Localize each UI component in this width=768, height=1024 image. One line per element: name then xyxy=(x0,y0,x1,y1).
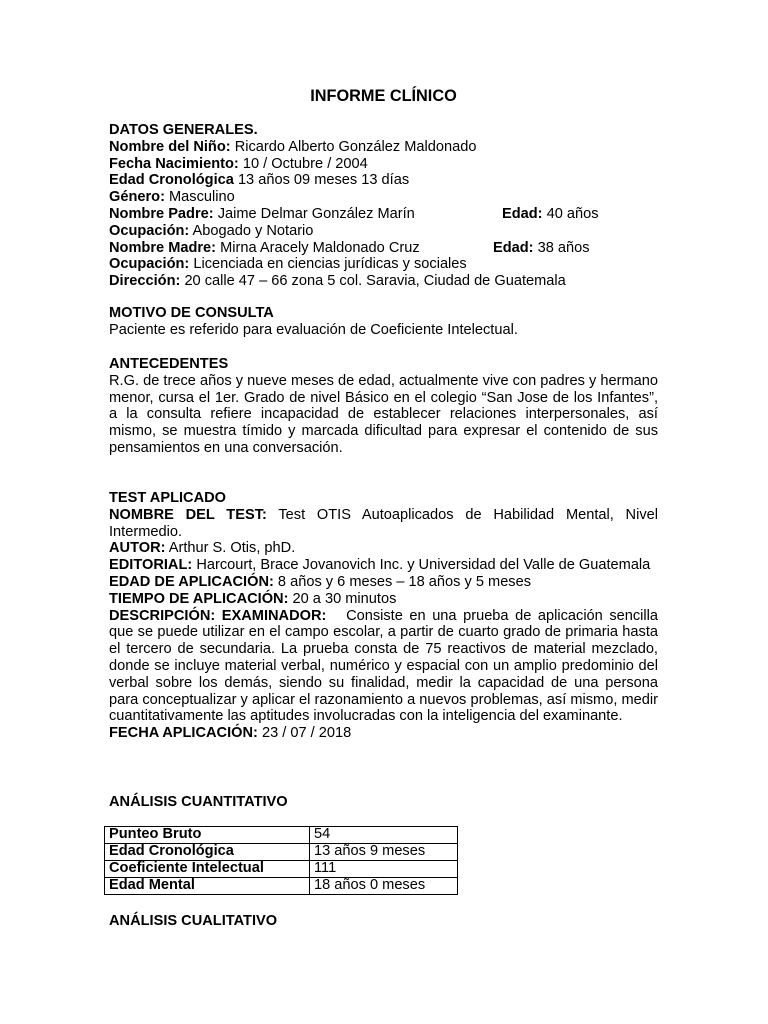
label: NOMBRE DEL TEST: xyxy=(109,506,267,523)
cualitativo-heading: ANÁLISIS CUALITATIVO xyxy=(109,913,278,929)
antecedentes-section xyxy=(109,356,658,457)
document-title: INFORME CLÍNICO xyxy=(310,87,457,105)
value: Masculino xyxy=(169,189,235,206)
nombre-nino-line xyxy=(109,139,658,156)
value: 8 años y 6 meses – 18 años y 5 meses xyxy=(277,573,532,590)
table-value: 13 años 9 meses xyxy=(310,844,458,861)
value: Test OTIS Autoaplicados de Habilidad Mental, Nivel Intermedio. xyxy=(109,506,658,540)
test-nombre xyxy=(109,507,658,541)
label: Nombre Padre: xyxy=(109,205,214,222)
value: 38 años xyxy=(537,239,590,256)
test-autor xyxy=(109,540,658,557)
table-value: 54 xyxy=(310,827,458,844)
fecha-nacimiento-line xyxy=(109,156,658,173)
nombre-madre-line xyxy=(109,240,658,257)
value: Ricardo Alberto González Maldonado xyxy=(234,138,477,155)
label: AUTOR: xyxy=(109,540,166,557)
value: Jaime Delmar González Marín xyxy=(217,205,415,222)
test-heading: TEST APLICADO xyxy=(109,490,227,506)
value: 13 años 09 meses 13 días xyxy=(237,172,410,189)
label: EDITORIAL: xyxy=(109,557,193,574)
value: Abogado y Notario xyxy=(192,222,314,239)
value: Mirna Aracely Maldonado Cruz xyxy=(220,239,420,256)
antecedentes-text: R.G. de trece años y nueve meses de edad, actualmente vive con padres y hermano menor, cursa el 1er. Grado de nivel Básico en el colegio “San Jose de los Infantes”, a la consulta refiere incapacidad de establecer relaciones interpersonales, así mismo, se muestra tímido y marcada dificultad para expresar el contenido de sus pensamientos en una conversación. xyxy=(109,372,658,456)
motivo-text: Paciente es referido para evaluación de Coeficiente Intelectual. xyxy=(109,321,518,338)
test-descripcion xyxy=(109,608,658,726)
value: 20 a 30 minutos xyxy=(292,590,397,607)
table-row xyxy=(105,827,458,844)
value: Licenciada en ciencias jurídicas y sociales xyxy=(193,256,467,273)
label: FECHA APLICACIÓN: xyxy=(109,725,258,742)
edad-cronologica-line xyxy=(109,172,658,189)
value: 40 años xyxy=(546,205,599,222)
cuantitativo-heading-wrap xyxy=(109,794,658,811)
datos-generales-section xyxy=(109,122,658,290)
value: Arthur S. Otis, phD. xyxy=(168,540,296,557)
datos-heading: DATOS GENERALES. xyxy=(109,122,258,138)
label: EDAD DE APLICACIÓN: xyxy=(109,573,274,590)
table-row xyxy=(105,861,458,878)
genero-line xyxy=(109,189,658,206)
madre-edad xyxy=(493,240,590,257)
direccion-line xyxy=(109,273,658,290)
label: Nombre Madre: xyxy=(109,239,217,256)
label: Edad Cronológica xyxy=(109,172,234,189)
label: Edad: xyxy=(493,239,534,256)
test-edad xyxy=(109,574,658,591)
test-editorial xyxy=(109,557,658,574)
table-row xyxy=(105,878,458,895)
test-tiempo xyxy=(109,591,658,608)
label: Ocupación: xyxy=(109,222,190,239)
label: Dirección: xyxy=(109,273,181,290)
table-value: 18 años 0 meses xyxy=(310,878,458,895)
value: Consiste en una prueba de aplicación sencilla que se puede utilizar en el campo escolar, a partir de cuarto grado de primaria hasta el tercero de secundaria. La prueba consta de 75 reactivos de material mezclado, donde se incluye material verbal, numérico y espacial con un amplio predominio del verbal sobre los demás, siendo su finalidad, medir la capacidad de una persona para conceptualizar y aplicar el razonamiento a nuevos problemas, así mismo, medir cuantitativamente las aptitudes involucradas con la inteligencia del examinante. xyxy=(109,607,659,725)
label: Fecha Nacimiento: xyxy=(109,155,239,172)
padre-edad xyxy=(502,206,599,223)
value: 10 / Octubre / 2004 xyxy=(242,155,368,172)
table-key: Coeficiente Intelectual xyxy=(105,861,310,878)
label: Género: xyxy=(109,189,165,206)
table-key: Edad Cronológica xyxy=(105,844,310,861)
antecedentes-heading: ANTECEDENTES xyxy=(109,356,229,372)
label: TIEMPO DE APLICACIÓN: xyxy=(109,590,289,607)
table-value: 111 xyxy=(310,861,458,878)
value: 23 / 07 / 2018 xyxy=(261,725,352,742)
resultados-table xyxy=(104,826,458,895)
value: Harcourt, Brace Jovanovich Inc. y Universidad del Valle de Guatemala xyxy=(196,557,651,574)
motivo-heading: MOTIVO DE CONSULTA xyxy=(109,305,274,321)
test-section xyxy=(109,490,658,742)
cualitativo-section xyxy=(109,913,658,930)
test-fecha xyxy=(109,725,658,742)
label: Edad: xyxy=(502,205,543,222)
nombre-padre-line xyxy=(109,206,658,223)
label: Ocupación: xyxy=(109,256,190,273)
label: DESCRIPCIÓN: EXAMINADOR: xyxy=(109,607,327,624)
ocupacion-madre-line xyxy=(109,256,658,273)
motivo-section xyxy=(109,305,658,339)
label: Nombre del Niño: xyxy=(109,138,231,155)
value: 20 calle 47 – 66 zona 5 col. Saravia, Ciudad de Guatemala xyxy=(184,273,566,290)
table-key: Punteo Bruto xyxy=(105,827,310,844)
cuantitativo-heading: ANÁLISIS CUANTITATIVO xyxy=(109,794,288,810)
table-row xyxy=(105,844,458,861)
table-key: Edad Mental xyxy=(105,878,310,895)
ocupacion-padre-line xyxy=(109,223,658,240)
